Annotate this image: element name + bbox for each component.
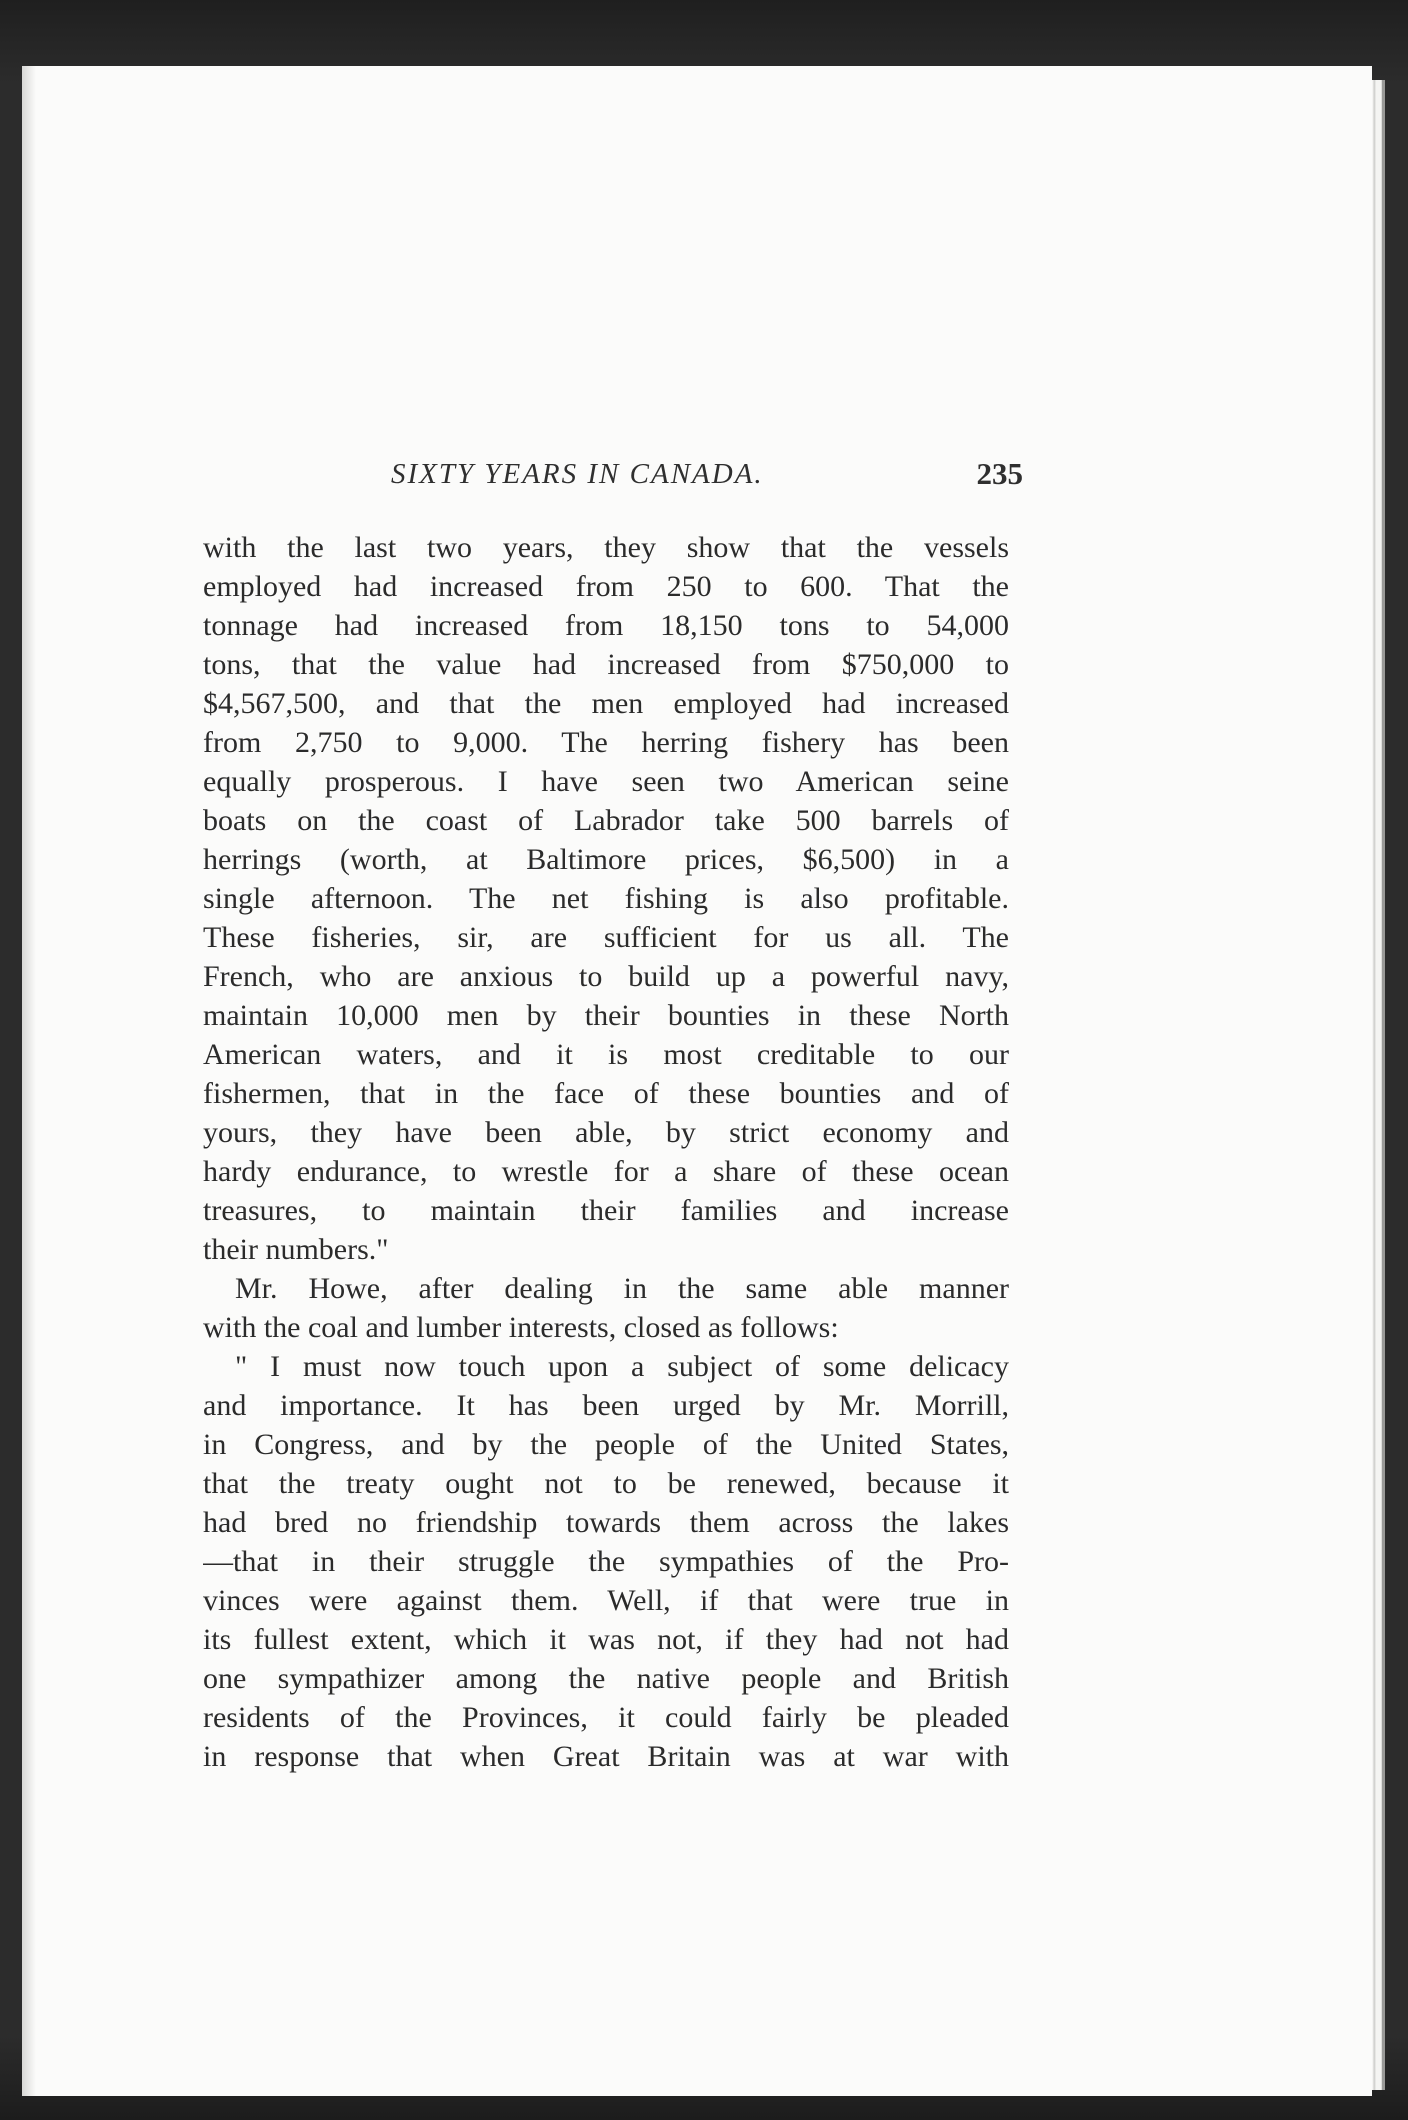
text-line: boats on the coast of Labrador take 500 barrels of [203,804,1009,837]
body-text [203,528,1009,1776]
text-line: with the coal and lumber interests, closed as follows: [203,1311,839,1344]
text-line: tonnage had increased from 18,150 tons to 54,000 [203,609,1009,642]
text-line: yours, they have been able, by strict economy and [203,1116,1009,1149]
text-line: herrings (worth, at Baltimore prices, $6,500) in a [203,843,1009,876]
text-line: American waters, and it is most creditable to our [203,1038,1009,1071]
running-title: SIXTY YEARS IN CANADA. [391,458,764,490]
text-line: —that in their struggle the sympathies of the Pro- [203,1545,1009,1578]
text-line: maintain 10,000 men by their bounties in these North [203,999,1009,1032]
text-line: Mr. Howe, after dealing in the same able manner [235,1272,1009,1305]
text-line: from 2,750 to 9,000. The herring fishery has been [203,726,1009,759]
gutter-shadow [22,66,36,2096]
text-line: its fullest extent, which it was not, if they had not had [203,1623,1009,1656]
text-line: tons, that the value had increased from $750,000 to [203,648,1009,681]
text-line: equally prosperous. I have seen two American seine [203,765,1009,798]
text-line: that the treaty ought not to be renewed, because it [203,1467,1009,1500]
text-line: one sympathizer among the native people and British [203,1662,1009,1695]
text-line: single afternoon. The net fishing is also profitable. [203,882,1009,915]
text-line: These fisheries, sir, are sufficient for us all. The [203,921,1009,954]
text-line: hardy endurance, to wrestle for a share of these ocean [203,1155,1009,1188]
text-line: employed had increased from 250 to 600. That the [203,570,1009,603]
text-line: vinces were against them. Well, if that were true in [203,1584,1009,1617]
page-number: 235 [976,456,1023,491]
text-line: their numbers." [203,1233,389,1266]
text-line: fishermen, that in the face of these bounties and of [203,1077,1009,1110]
text-line: treasures, to maintain their families and increase [203,1194,1009,1227]
text-line: had bred no friendship towards them across the lakes [203,1506,1009,1539]
running-head [203,458,1023,502]
text-line: residents of the Provinces, it could fairly be pleaded [203,1701,1009,1734]
text-line: " I must now touch upon a subject of some delicacy [235,1350,1009,1383]
text-line: in Congress, and by the people of the United States, [203,1428,1009,1461]
text-line: with the last two years, they show that the vessels [203,531,1009,564]
text-line: in response that when Great Britain was at war with [203,1740,1009,1773]
text-line: French, who are anxious to build up a powerful navy, [203,960,1009,993]
text-line: $4,567,500, and that the men employed had increased [203,687,1009,720]
text-line: and importance. It has been urged by Mr. Morrill, [203,1389,1009,1422]
